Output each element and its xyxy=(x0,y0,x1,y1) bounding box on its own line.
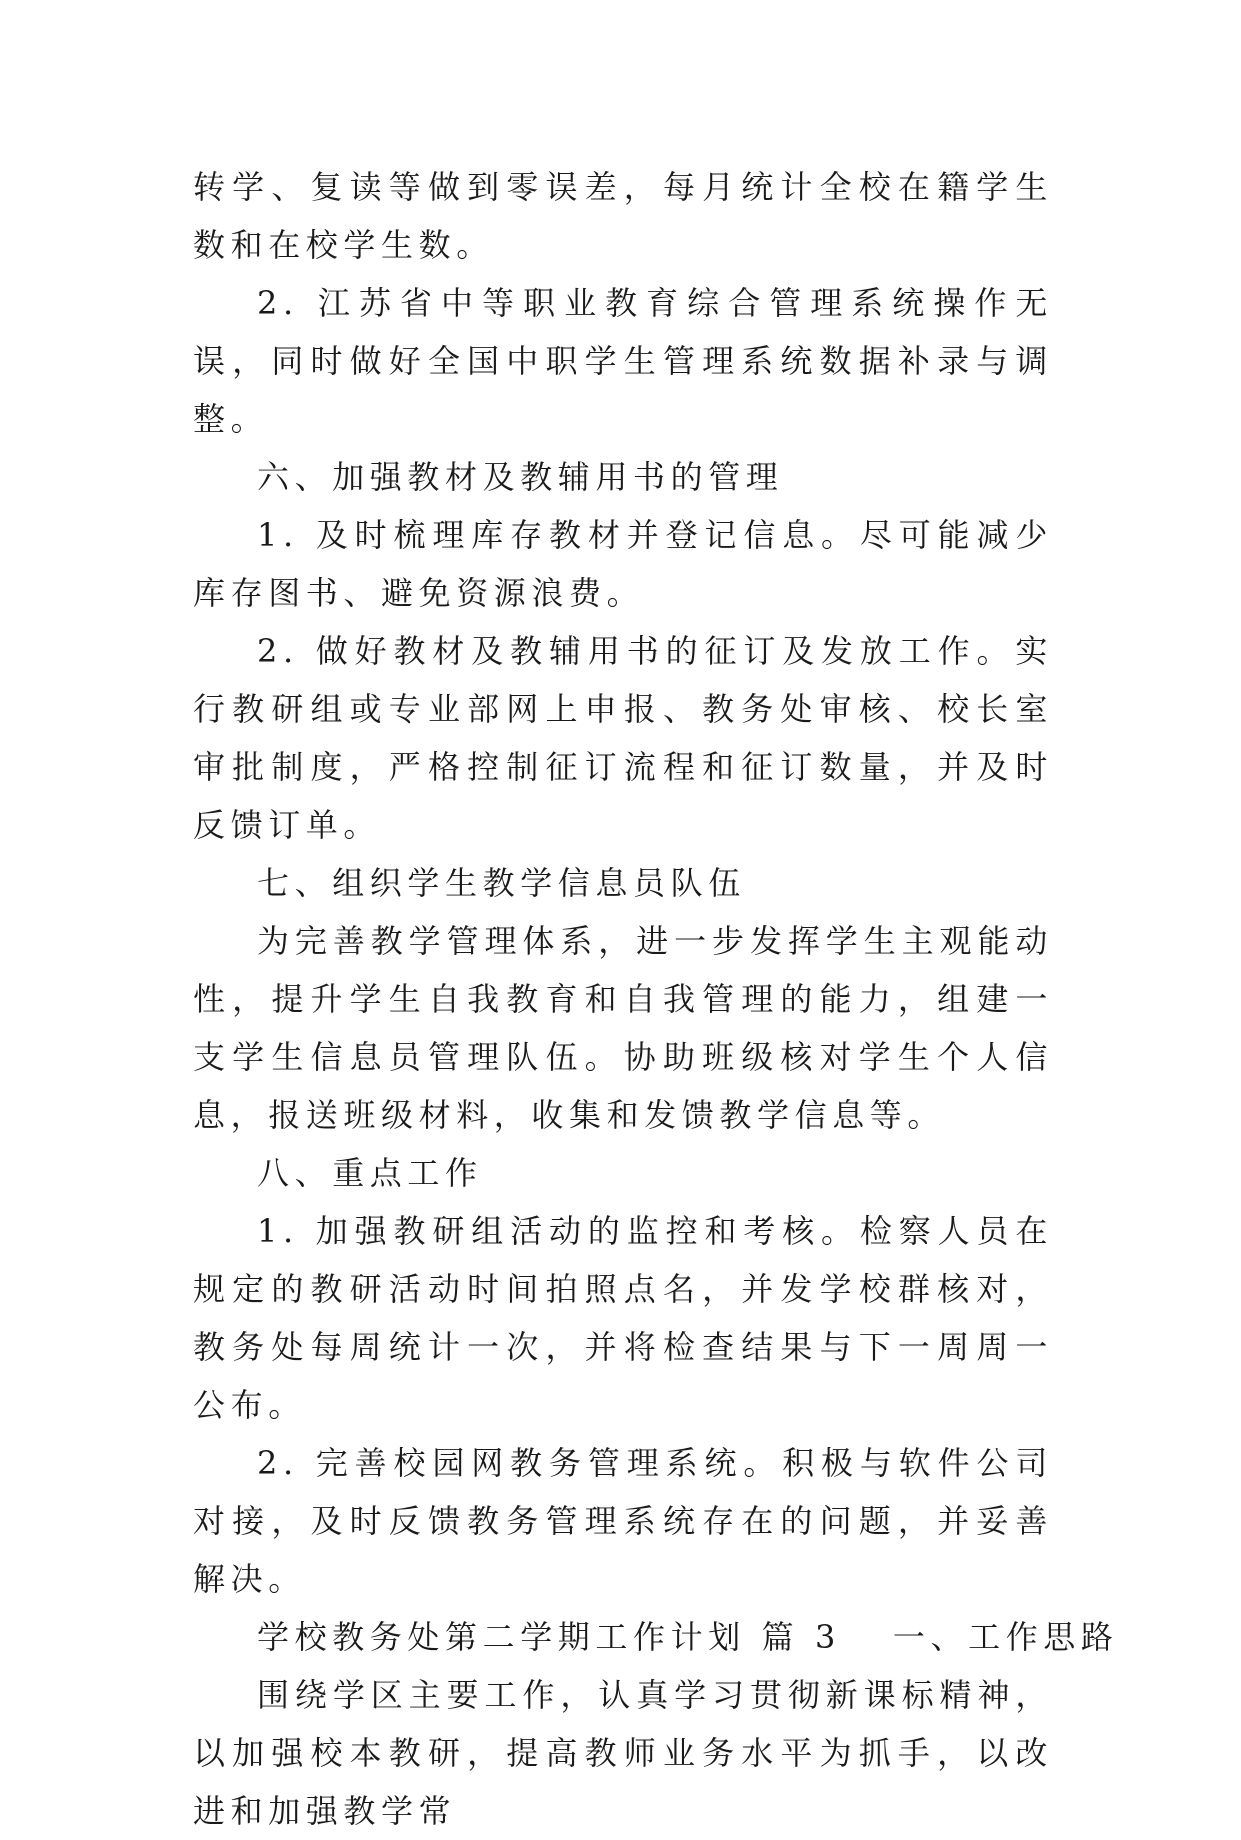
document-page xyxy=(193,158,1119,1840)
section-heading-textbooks: 六、加强教材及教辅用书的管理 xyxy=(257,458,784,496)
plan-subtitle: 一、工作思路 xyxy=(892,1618,1119,1656)
paragraph-work-approach: 围绕学区主要工作，认真学习贯彻新课标精神，以加强校本教研，提高教师业务水平为抓手，以改进和加强教学常 xyxy=(193,1676,1053,1830)
paragraph-monitoring: 1. 加强教研组活动的监控和考核。检察人员在规定的教研活动时间拍照点名，并发学校群核对，教务处每周统计一次，并将检查结果与下一周周一公布。 xyxy=(193,1212,1053,1424)
paragraph-inventory: 1. 及时梳理库存教材并登记信息。尽可能减少库存图书、避免资源浪费。 xyxy=(193,516,1053,612)
plan-title: 学校教务处第二学期工作计划 篇 3 xyxy=(257,1618,841,1656)
paragraph-ordering: 2. 做好教材及教辅用书的征订及发放工作。实行教研组或专业部网上申报、教务处审核、校长室审批制度，严格控制征订流程和征订数量，并及时反馈订单。 xyxy=(193,632,1053,844)
paragraph-enrollment-stats: 转学、复读等做到零误差，每月统计全校在籍学生数和在校学生数。 xyxy=(193,168,1053,264)
section-heading-informants: 七、组织学生教学信息员队伍 xyxy=(257,864,746,902)
paragraph-jiangsu-system: 2. 江苏省中等职业教育综合管理系统操作无误，同时做好全国中职学生管理系统数据补录与调整。 xyxy=(193,284,1053,438)
plan-title-line xyxy=(193,1608,1119,1666)
paragraph-campus-system: 2. 完善校园网教务管理系统。积极与软件公司对接，及时反馈教务管理系统存在的问题，并妥善解决。 xyxy=(193,1444,1053,1598)
paragraph-informants: 为完善教学管理体系，进一步发挥学生主观能动性，提升学生自我教育和自我管理的能力，组建一支学生信息员管理队伍。协助班级核对学生个人信息，报送班级材料，收集和发馈教学信息等。 xyxy=(193,922,1053,1134)
section-heading-key-work: 八、重点工作 xyxy=(257,1154,483,1192)
